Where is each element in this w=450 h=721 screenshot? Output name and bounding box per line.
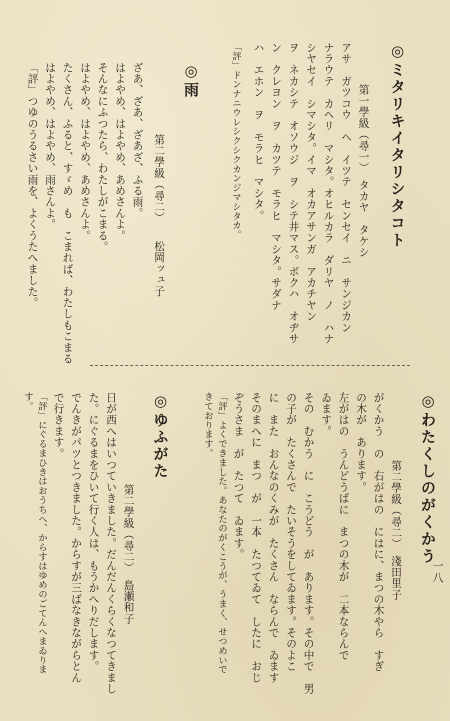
author-name: タカヤ タケシ (357, 179, 370, 258)
body-line: ン クレヨン ヲ カツテ モラヒ マシタ。サダナ (270, 42, 282, 311)
grade-label: 第二學級（尋二） (390, 460, 402, 545)
body-line: た。にぐるまをひいて行く人は、もうかへりだします。 (87, 392, 100, 672)
grade-line (116, 392, 134, 712)
teacher-comment: 「評」にぐるまひきはおうちへ、からすはゆめのごてんへまゐりま (36, 392, 47, 674)
body-line: そのまへに まつ が 一本 たつてゐて したに おじ (250, 392, 262, 684)
body-line: の子が たくさんで たいそうをしてゐます。そのよこ (285, 392, 297, 672)
section-mitari (226, 42, 407, 345)
poem-line: はよやめ、はよやめ、あめさんよ。 (79, 62, 91, 242)
body-line: でんきがパツとつきました。からすが三ばなきながらとん (70, 392, 82, 684)
body-line: ぞうさま が たつて ゐます。 (232, 392, 245, 560)
section-title: ◎ゆふがた (151, 392, 170, 480)
poem-line: たくさん、ふると、すゞめ も こまれば、わたしもこまる (61, 62, 74, 365)
body-line: ゐます。 (320, 392, 332, 437)
body-line: 左がはの うんどうばに まつの木が 二本ならんで (337, 392, 350, 661)
teacher-comment: きております。 (202, 392, 213, 458)
teacher-comment: 「評」つゆのうるさい雨を、よくうたへました。 (26, 62, 39, 309)
grade-line (384, 392, 402, 712)
grade-line (147, 62, 165, 352)
poem-line: はよやめ、はよやめ、雨さんよ。 (44, 62, 56, 230)
grade-label: 第二學級（尋二） (122, 484, 135, 569)
section-gakkou (198, 392, 435, 712)
poem-line: ざあ、ざあ、ざあざ、ふる雨。 (131, 62, 144, 219)
author-name: 松岡ッュ子 (153, 240, 165, 297)
body-line: 日が西へはいつていきました。だんだんくらくなつてきまし (105, 392, 117, 695)
teacher-comment: 「評」ドンナニウレシクシクカンジマシタカ。 (230, 42, 241, 240)
body-line: ハ エホン ヲ モラヒ マシタ。 (252, 42, 265, 222)
author-name: 島瀬和子 (122, 579, 135, 625)
grade-label: 第一學級（尋一） (357, 84, 370, 169)
page-number: 一八 (431, 560, 444, 584)
section-title: ◎ミタリキイタリシタコト (388, 42, 407, 249)
body-line: の木が あります。 (355, 392, 367, 493)
grade-label: 第二學級（尋二） (153, 134, 165, 219)
grade-line (351, 42, 369, 342)
body-line: に また おんなのくみが たくさん ならんで ゐます (267, 392, 280, 684)
teacher-comment: す。 (22, 392, 33, 411)
section-ame (20, 62, 200, 365)
body-line: アサ ガツコウ ヘ イツテ センセイ ニ サンジカン (340, 42, 352, 334)
section-title: ◎わたくしのがくかう (419, 392, 437, 565)
teacher-comment: 「評」よくできました。あなたのがくこうが、うまく、せつめいで (216, 392, 227, 674)
section-yuugata (18, 392, 168, 712)
poem-line: そんなにふつたら、わたしがこまる。 (96, 62, 109, 253)
poem-line: はよやめ、はよやめ、あめさんよ。 (114, 62, 126, 242)
section-divider (90, 365, 410, 366)
body-line: シヤセイ シマシタ。イマ オカアサンガ アカチヤン (305, 42, 317, 322)
body-line: ヲ ネカシテ オソウジ ヲ シテ井マス。ボクハ オヂサ (287, 42, 300, 345)
author-name: 淺田里子 (390, 555, 402, 601)
body-line: がくかう の 右がはの にはに、まつの木やら すぎ (372, 392, 385, 672)
body-line: で行きます。 (52, 392, 65, 460)
body-line: ナラウテ カヘリ マシタ。オヒルカラ ダリヤ ノ ハナ (322, 42, 335, 345)
body-line: その むかう に こうどう が あります。その中で 男 (302, 392, 315, 695)
section-title: ◎雨 (182, 62, 200, 99)
